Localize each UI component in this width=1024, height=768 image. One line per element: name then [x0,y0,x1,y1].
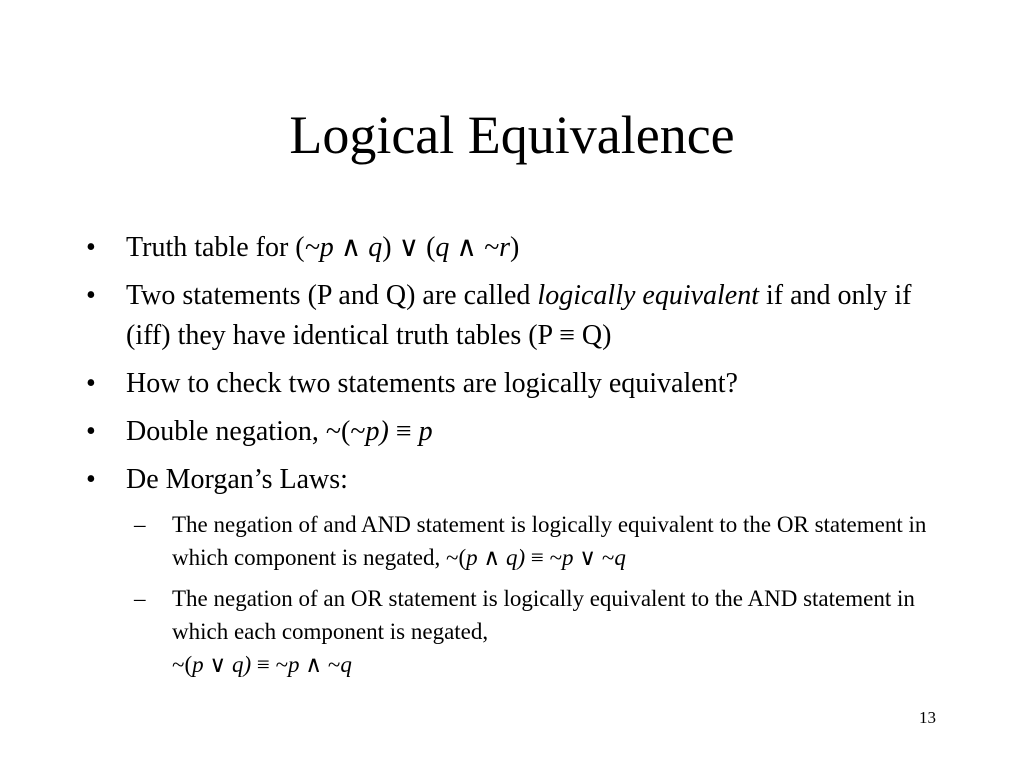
dash-icon: – [134,586,146,611]
text-run: ) ∨ ( [382,232,436,263]
italic-text: q ∧ ~r [435,232,510,263]
italic-text: q [614,545,626,570]
italic-text: p [418,416,433,447]
text-run: The negation of and AND statement is logically equivalent to the OR statement in which component is negated, ~( [172,512,927,570]
sub-bullet-item [134,582,946,681]
text-run: ≡ ~ [525,545,563,570]
italic-text: p ∧ q) [466,545,526,570]
text-run: ) [509,232,520,263]
bullet-text [126,464,348,495]
text-run: ≡ [388,416,419,447]
bullet-icon: • [86,368,96,399]
sub-bullet-item [134,508,946,574]
italic-text: p ∨ q) [192,652,252,677]
text-run: Truth table for ( [126,232,305,263]
dash-icon: – [134,512,146,537]
text-run: Double negation, ~(~ [126,416,366,447]
bullet-text [126,232,519,263]
text-run: ~( [172,652,193,677]
bullet-text [126,416,433,447]
text-run: Two statements (P and Q) are called [126,280,538,311]
italic-text: q [340,652,352,677]
bullet-item [86,276,946,356]
italic-text: ~p ∧ q [304,232,383,263]
bullet-icon: • [86,280,96,311]
slide-title: Logical Equivalence [289,105,735,165]
bullet-icon: • [86,464,96,495]
text-run: The negation of an OR statement is logically equivalent to the AND statement in which each component is negated, [172,586,915,644]
bullet-item [86,412,946,452]
bullet-icon: • [86,232,96,263]
bullet-item [86,364,946,404]
bullet-item [86,228,946,268]
bullet-list [86,228,946,689]
text-run: if and only if (iff) they have identical truth tables (P ≡ Q) [126,280,912,351]
italic-text: p) [365,416,389,447]
sub-bullet-text [172,586,915,677]
italic-text: logically equivalent [537,280,760,311]
text-run: De Morgan’s Laws: [126,464,348,495]
bullet-text [126,368,738,399]
italic-text: p [562,545,574,570]
page-number: 13 [919,708,936,727]
bullet-item [86,460,946,500]
text-run: How to check two statements are logically equivalent? [126,368,738,399]
bullet-icon: • [86,416,96,447]
sub-bullet-text [172,512,926,570]
text-run: ∨ ~ [573,545,615,570]
italic-text: p [288,652,300,677]
bullet-text [126,280,911,351]
text-run: ≡ ~ [251,652,289,677]
text-run: ∧ ~ [299,652,341,677]
